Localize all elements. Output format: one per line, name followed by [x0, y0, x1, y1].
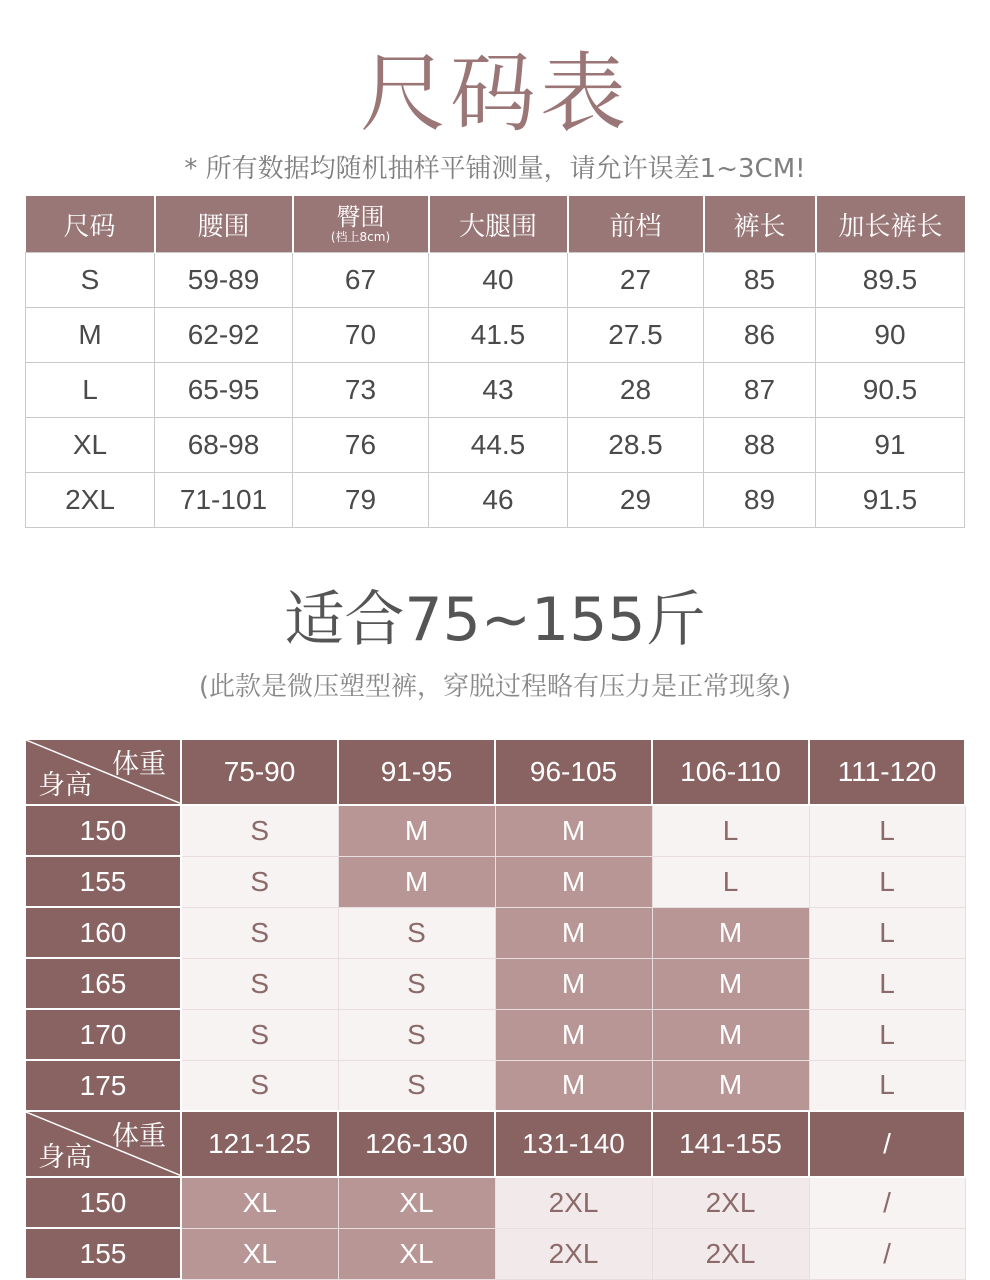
fit-header-row	[25, 739, 965, 805]
size-cell: 2XL	[495, 1177, 652, 1228]
size-cell: S	[338, 1060, 495, 1111]
size-cell: S	[338, 1009, 495, 1060]
table-cell: 67	[293, 253, 429, 308]
table-cell: 27.5	[568, 308, 704, 363]
fit-row	[25, 958, 965, 1009]
table-cell: 91	[816, 418, 965, 473]
corner-cell	[25, 739, 181, 805]
size-cell: M	[495, 856, 652, 907]
size-cell: L	[809, 1009, 965, 1060]
table-cell: 89.5	[816, 253, 965, 308]
size-table	[25, 196, 965, 528]
table-cell: 65-95	[155, 363, 293, 418]
weight-header: 111-120	[809, 739, 965, 805]
weight-header: /	[809, 1111, 965, 1177]
size-cell: L	[652, 856, 809, 907]
fit-header-row	[25, 1111, 965, 1177]
fit-row	[25, 1060, 965, 1111]
table-cell: 87	[704, 363, 816, 418]
size-cell: /	[809, 1177, 965, 1228]
size-cell: S	[181, 805, 338, 856]
table-cell: 59-89	[155, 253, 293, 308]
table-cell: 76	[293, 418, 429, 473]
table-row	[26, 253, 965, 308]
height-cell: 150	[25, 1177, 181, 1228]
height-cell: 150	[25, 805, 181, 856]
fit-row	[25, 856, 965, 907]
size-cell: S	[181, 1009, 338, 1060]
size-cell: S	[181, 856, 338, 907]
size-cell: M	[495, 907, 652, 958]
corner-weight: 体重	[112, 749, 166, 779]
table-cell: 28	[568, 363, 704, 418]
corner-cell	[25, 1111, 181, 1177]
fit-row	[25, 805, 965, 856]
table-cell: 88	[704, 418, 816, 473]
header-thigh: 大腿围	[429, 196, 568, 253]
header-size: 尺码	[26, 196, 155, 253]
corner-height: 身高	[38, 1142, 92, 1172]
table-cell: 86	[704, 308, 816, 363]
table-cell: 91.5	[816, 473, 965, 528]
fit-title: 适合75~155斤	[284, 585, 706, 655]
size-cell: M	[495, 805, 652, 856]
page-title: 尺码表	[360, 44, 630, 144]
table-cell: S	[26, 253, 155, 308]
height-cell: 175	[25, 1060, 181, 1111]
size-cell: L	[809, 907, 965, 958]
size-cell: /	[809, 1228, 965, 1279]
table-cell: 68-98	[155, 418, 293, 473]
table-cell: 41.5	[429, 308, 568, 363]
weight-header: 96-105	[495, 739, 652, 805]
size-cell: 2XL	[652, 1228, 809, 1279]
table-cell: 90	[816, 308, 965, 363]
size-table-header	[26, 196, 965, 253]
table-cell: XL	[26, 418, 155, 473]
size-cell: L	[652, 805, 809, 856]
header-hip	[293, 196, 429, 253]
table-row	[26, 363, 965, 418]
size-cell: M	[338, 856, 495, 907]
size-cell: M	[338, 805, 495, 856]
size-cell: 2XL	[495, 1228, 652, 1279]
size-cell: M	[652, 1060, 809, 1111]
height-cell: 165	[25, 958, 181, 1009]
table-cell: 2XL	[26, 473, 155, 528]
table-cell: 29	[568, 473, 704, 528]
table-cell: L	[26, 363, 155, 418]
table-cell: 79	[293, 473, 429, 528]
table-cell: 70	[293, 308, 429, 363]
header-length: 裤长	[704, 196, 816, 253]
fit-row	[25, 907, 965, 958]
table-cell: 89	[704, 473, 816, 528]
size-cell: 2XL	[652, 1177, 809, 1228]
header-long-length: 加长裤长	[816, 196, 965, 253]
corner-weight: 体重	[112, 1121, 166, 1151]
corner-height: 身高	[38, 770, 92, 800]
header-rise: 前档	[568, 196, 704, 253]
size-cell: L	[809, 805, 965, 856]
size-cell: M	[495, 1009, 652, 1060]
table-row	[26, 308, 965, 363]
size-cell: S	[181, 958, 338, 1009]
size-cell: M	[495, 958, 652, 1009]
weight-header: 121-125	[181, 1111, 338, 1177]
weight-header: 75-90	[181, 739, 338, 805]
table-cell: 85	[704, 253, 816, 308]
size-cell: M	[652, 907, 809, 958]
header-waist: 腰围	[155, 196, 293, 253]
size-cell: M	[652, 958, 809, 1009]
table-cell: M	[26, 308, 155, 363]
size-cell: S	[338, 958, 495, 1009]
size-cell: S	[338, 907, 495, 958]
fit-row	[25, 1177, 965, 1228]
table-cell: 43	[429, 363, 568, 418]
weight-header: 91-95	[338, 739, 495, 805]
weight-header: 126-130	[338, 1111, 495, 1177]
table-cell: 62-92	[155, 308, 293, 363]
height-cell: 170	[25, 1009, 181, 1060]
size-cell: L	[809, 1060, 965, 1111]
fit-note: (此款是微压塑型裤，穿脱过程略有压力是正常现象)	[198, 672, 792, 702]
header-hip-sub: (档上8cm)	[330, 230, 391, 244]
height-cell: 160	[25, 907, 181, 958]
table-row	[26, 473, 965, 528]
size-cell: XL	[338, 1228, 495, 1279]
table-cell: 71-101	[155, 473, 293, 528]
measurement-note: * 所有数据均随机抽样平铺测量，请允许误差1~3CM!	[184, 154, 806, 184]
fit-table	[24, 738, 966, 1280]
weight-header: 106-110	[652, 739, 809, 805]
table-cell: 73	[293, 363, 429, 418]
size-cell: XL	[338, 1177, 495, 1228]
fit-row	[25, 1228, 965, 1279]
size-cell: XL	[181, 1228, 338, 1279]
size-cell: M	[652, 1009, 809, 1060]
size-cell: S	[181, 907, 338, 958]
table-cell: 44.5	[429, 418, 568, 473]
header-hip-label: 臀围	[336, 203, 385, 231]
size-cell: L	[809, 856, 965, 907]
size-cell: S	[181, 1060, 338, 1111]
fit-row	[25, 1009, 965, 1060]
weight-header: 131-140	[495, 1111, 652, 1177]
size-cell: M	[495, 1060, 652, 1111]
height-cell: 155	[25, 1228, 181, 1279]
table-cell: 90.5	[816, 363, 965, 418]
size-cell: XL	[181, 1177, 338, 1228]
table-cell: 46	[429, 473, 568, 528]
table-cell: 28.5	[568, 418, 704, 473]
height-cell: 155	[25, 856, 181, 907]
table-cell: 40	[429, 253, 568, 308]
table-cell: 27	[568, 253, 704, 308]
size-cell: L	[809, 958, 965, 1009]
weight-header: 141-155	[652, 1111, 809, 1177]
table-row	[26, 418, 965, 473]
